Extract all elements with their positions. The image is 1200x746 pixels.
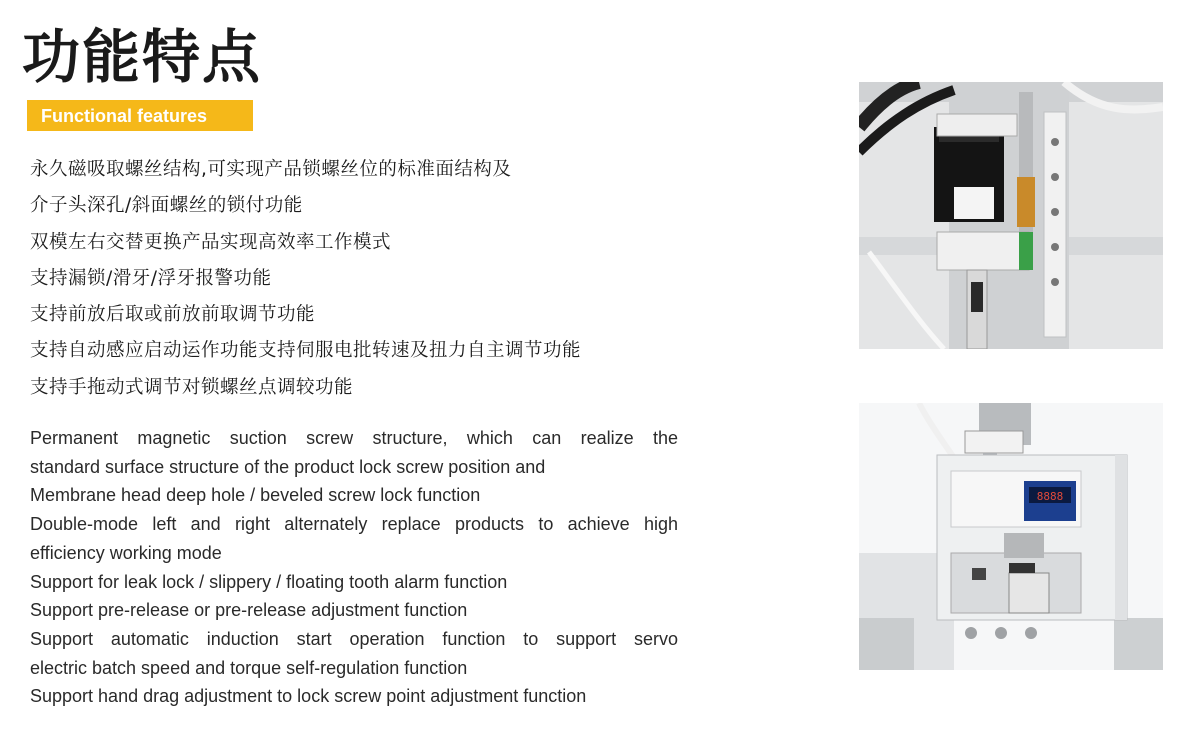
screw-feeder-illustration: [859, 403, 1163, 670]
feature-cn-item: 介子头深孔/斜面螺丝的锁付功能: [30, 195, 303, 217]
feature-en-line: electric batch speed and torque self-regulation function: [30, 657, 468, 678]
feature-en-line: Support pre-release or pre-release adjustment function: [30, 600, 468, 621]
features-cn-list: [30, 152, 630, 406]
feature-en-line: standard surface structure of the product lock screw position and: [30, 456, 546, 477]
page-title: 功能特点: [22, 23, 263, 91]
feature-cn-item: 支持前放后取或前放前取调节功能: [30, 304, 316, 326]
page-subtitle: Functional features: [41, 106, 208, 126]
feature-en-line: efficiency working mode: [30, 542, 222, 563]
feature-cn-item: 双模左右交替更换产品实现高效率工作模式: [30, 231, 392, 253]
features-en-block: [30, 424, 678, 711]
feature-cn-item: 永久磁吸取螺丝结构,可实现产品锁螺丝位的标准面结构及: [30, 159, 512, 180]
screw-feeder-photo: [859, 403, 1163, 670]
feature-en-line: Permanent magnetic suction screw structure, which can realize the: [30, 428, 678, 448]
feature-cn-item: 支持自动感应启动运作功能支持伺服电批转速及扭力自主调节功能: [30, 340, 582, 362]
feature-en-line: Membrane head deep hole / beveled screw lock function: [30, 485, 481, 506]
feature-en-line: Support for leak lock / slippery / floating tooth alarm function: [30, 571, 508, 592]
feature-en-line: Support hand drag adjustment to lock screw point adjustment function: [30, 686, 587, 707]
feature-cn-item: 支持漏锁/滑牙/浮牙报警功能: [30, 267, 272, 289]
feature-cn-item: 支持手拖动式调节对锁螺丝点调较功能: [30, 376, 354, 398]
feature-en-line: Support automatic induction start operation function to support servo: [30, 628, 678, 649]
feature-en-line: Double-mode left and right alternately replace products to achieve high: [30, 514, 678, 535]
feeder-display-readout: 8888: [1036, 490, 1064, 503]
servo-screwdriver-photo: [859, 82, 1163, 349]
servo-screwdriver-illustration: [859, 82, 1163, 349]
